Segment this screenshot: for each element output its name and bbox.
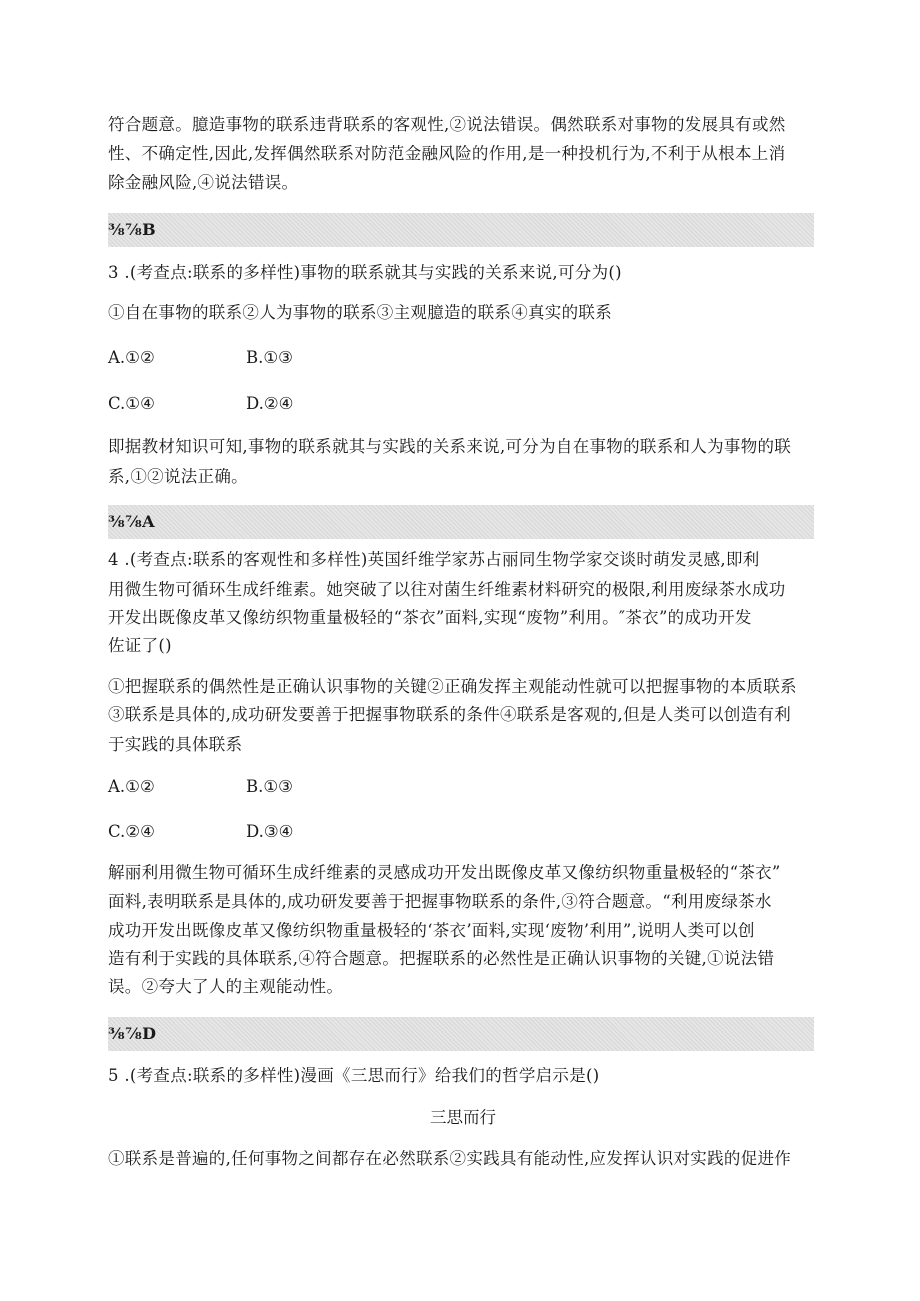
answer-bar: ⅜⅞D [108,1017,814,1051]
question-3-statements: ①自在事物的联系②人为事物的联系③主观臆造的联系④真实的联系 [108,303,612,322]
option-d: D.②④ [246,394,294,413]
explanation-line: 符合题意。臆造事物的联系违背联系的客观性,②说法错误。偶然联系对事物的发展具有或然 [108,115,786,134]
question-4-stem: 佐证了() [108,636,172,655]
question-4-statements: 于实践的具体联系 [108,735,243,754]
question-3-explanation: 即据教材知识可知,事物的联系就其与实践的关系来说,可分为自在事物的联系和人为事物的联 [108,437,792,456]
answer-bar: ⅜⅞B [108,213,814,247]
option-a: A.①② [108,348,155,367]
answer-bar: ⅜⅞A [108,505,814,539]
explanation-line: 性、不确定性,因此,发挥偶然联系对防范金融风险的作用,是一种投机行为,不利于从根本上消 [108,144,786,163]
question-4-explanation: 面料,表明联系是具体的,成功研发要善于把握事物联系的条件,③符合题意。“利用废绿茶水 [108,892,772,911]
question-3-stem: 3 .(考查点:联系的多样性)事物的联系就其与实践的关系来说,可分为() [108,263,622,282]
question-4-explanation: 造有利于实践的具体联系,④符合题意。把握联系的必然性是正确认识事物的关键,①说法错 [108,949,775,968]
option-a: A.①② [108,777,155,796]
cartoon-title: 三思而行 [430,1108,496,1127]
question-4-stem: 开发出既像皮革又像纺织物重量极轻的“茶衣”面料,实现“废物”利用。″茶衣”的成功开发 [108,608,752,627]
question-4-explanation: 成功开发出既像皮革又像纺织物重量极轻的‘茶衣’面料,实现‘废物’利用”,说明人类可以创 [108,921,755,940]
question-3-explanation: 系,①②说法正确。 [108,467,248,486]
option-c: C.②④ [108,822,155,841]
question-5-statements: ①联系是普遍的,任何事物之间都存在必然联系②实践具有能动性,应发挥认识对实践的促进作 [108,1149,792,1168]
question-4-explanation: 解丽利用微生物可循环生成纤维素的灵感成功开发出既像皮革又像纺织物重量极轻的“茶衣” [108,863,781,882]
question-4-stem: 4 .(考查点:联系的客观性和多样性)英国纤维学家苏占丽同生物学家交谈时萌发灵感,即利 [108,550,760,569]
question-4-statements: ③联系是具体的,成功研发要善于把握事物联系的条件④联系是客观的,但是人类可以创造有利 [108,705,792,724]
explanation-line: 除金融风险,④说法错误。 [108,173,299,192]
option-b: B.①③ [246,348,293,367]
question-5-stem: 5 .(考查点:联系的多样性)漫画《三思而行》给我们的哲学启示是() [108,1066,600,1085]
option-c: C.①④ [108,394,155,413]
option-b: B.①③ [246,777,293,796]
option-d: D.③④ [246,822,294,841]
question-4-explanation: 误。②夸大了人的主观能动性。 [108,977,344,996]
question-4-stem: 用微生物可循环生成纤维素。她突破了以往对菌生纤维素材料研究的极限,利用废绿茶水成功 [108,580,786,599]
question-4-statements: ①把握联系的偶然性是正确认识事物的关键②正确发挥主观能动性就可以把握事物的本质联系 [108,677,797,696]
